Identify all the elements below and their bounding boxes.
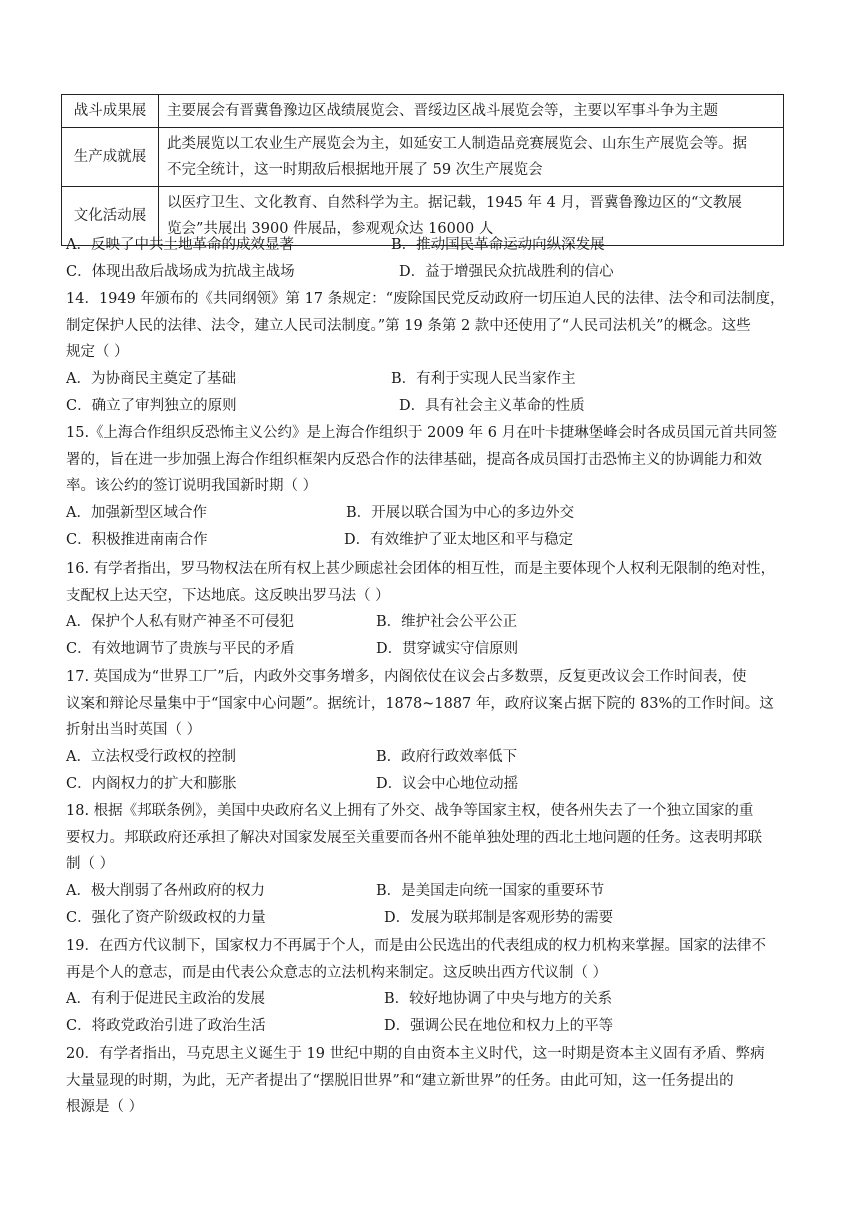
- option-c[interactable]: C．有效地调节了贵族与平民的矛盾: [66, 641, 295, 658]
- option-d[interactable]: D．具有社会主义革命的性质: [399, 397, 585, 414]
- question-stem-line: 20．有学者指出，马克思主义诞生于 19 世纪中期的自由资本主义时代，这一时期是资本主义固有矛盾、弊病: [66, 1046, 765, 1062]
- option-row: [66, 232, 796, 259]
- question-19: [66, 933, 796, 1040]
- option-row: [66, 527, 796, 554]
- option-row: [66, 259, 796, 286]
- option-d[interactable]: D．发展为联邦制是客观形势的需要: [384, 909, 614, 926]
- question-stem-line: 18. 根据《邦联条例》，美国中央政府名义上拥有了外交、战争等国家主权，使各州失去了一个独立国家的重: [66, 803, 754, 819]
- option-a[interactable]: A．保护个人私有财产神圣不可侵犯: [66, 614, 294, 631]
- question-14: [66, 286, 796, 419]
- option-c[interactable]: C．将政党政治引进了政治生活: [66, 1018, 266, 1035]
- option-row: [66, 366, 796, 393]
- option-b[interactable]: B．维护社会公平公正: [376, 614, 518, 631]
- option-a[interactable]: A．反映了中共土地革命的成效显著: [66, 237, 294, 253]
- option-b[interactable]: B．推动国民革命运动向纵深发展: [391, 237, 605, 253]
- option-b[interactable]: B．开展以联合国为中心的多边外交: [346, 505, 575, 522]
- option-a[interactable]: A．极大削弱了各州政府的权力: [66, 883, 265, 900]
- question-stem-line: 根源是（ ）: [66, 1099, 144, 1116]
- table-description-line: 览会”共展出 3900 件展品，参观观众达 16000 人: [167, 221, 494, 237]
- option-b[interactable]: B．有利于实现人民当家作主: [391, 371, 576, 388]
- option-b[interactable]: B．是美国走向统一国家的重要环节: [376, 883, 605, 900]
- option-c[interactable]: C．内阁权力的扩大和膨胀: [66, 775, 237, 792]
- question-stem-line: 率。该公约的签订说明我国新时期（ ）: [66, 478, 318, 495]
- question-16: [66, 556, 796, 663]
- question-stem-line: 16. 有学者指出，罗马物权法在所有权上甚少顾虑社会团体的相互性，而是主要体现个人权利无限制的绝对性，: [66, 561, 776, 577]
- table-description-line: 此类展览以工农业生产展览会为主，如延安工人制造品竞赛展览会、山东生产展览会等。据: [167, 136, 747, 152]
- option-a[interactable]: A．加强新型区域合作: [66, 505, 207, 522]
- option-a[interactable]: A．有利于促进民主政治的发展: [66, 991, 265, 1008]
- option-c[interactable]: C．体现出敌后战场成为抗战主战场: [66, 263, 295, 280]
- option-d[interactable]: D．议会中心地位动摇: [376, 775, 519, 792]
- option-b[interactable]: B．较好地协调了中央与地方的关系: [384, 991, 613, 1008]
- question-20: [66, 1041, 796, 1121]
- table-category-cell: 战斗成果展: [62, 95, 159, 128]
- table-row: [62, 95, 784, 128]
- option-row: [66, 878, 796, 905]
- question-stem-line: 规定（ ）: [66, 344, 129, 361]
- option-b[interactable]: B．政府行政效率低下: [376, 749, 518, 766]
- option-c[interactable]: C．强化了资产阶级政权的力量: [66, 909, 266, 926]
- question-stem-line: 制定保护人民的法律、法令，建立人民司法制度。”第 19 条第 2 款中还使用了“人民司法机关”的概念。这些: [66, 317, 751, 334]
- table-description-line: 不完全统计，这一时期敌后根据地开展了 59 次生产展览会: [167, 162, 543, 178]
- option-d[interactable]: D．强调公民在地位和权力上的平等: [384, 1018, 614, 1035]
- table-row: [62, 128, 784, 187]
- option-row: [66, 609, 796, 636]
- table-category-cell: 生产成就展: [62, 128, 159, 187]
- question-stem-line: 15.《上海合作组织反恐怖主义公约》是上海合作组织于 2009 年 6 月在叶卡捷琳堡峰会时各成员国元首共同签: [66, 425, 778, 441]
- option-d[interactable]: D．贯穿诚实守信原则: [376, 641, 519, 658]
- option-d[interactable]: D．有效维护了亚太地区和平与稳定: [344, 531, 574, 548]
- question-stem-line: 折射出当时英国（ ）: [66, 722, 202, 739]
- question-stem-line: 大量显现的时期，为此，无产者提出了“摆脱旧世界”和“建立新世界”的任务。由此可知，这一任务提出的: [66, 1072, 734, 1089]
- question-stem-line: 14．1949 年颁布的《共同纲领》第 17 条规定：“废除国民党反动政府一切压迫人民的法律、法令和司法制度，: [66, 291, 785, 307]
- option-c[interactable]: C．积极推进南南合作: [66, 531, 208, 548]
- option-d[interactable]: D．益于增强民众抗战胜利的信心: [399, 263, 614, 280]
- option-row: [66, 771, 796, 798]
- option-row: [66, 636, 796, 663]
- table-description-cell: [159, 95, 784, 128]
- table-description-cell: [159, 128, 784, 187]
- question-15: [66, 420, 796, 553]
- question-stem-line: 制（ ）: [66, 856, 115, 873]
- question-stem-line: 19．在西方代议制下，国家权力不再属于个人，而是由公民选出的代表组成的权力机构来掌握。国家的法律不: [66, 938, 766, 954]
- option-row: [66, 905, 796, 932]
- option-row: [66, 744, 796, 771]
- question-stem-line: 再是个人的意志，而是由代表公众意志的立法机构来制定。这反映出西方代议制（ ）: [66, 964, 608, 981]
- table-description-line: 以医疗卫生、文化教育、自然科学为主。据记载，1945 年 4 月，晋冀鲁豫边区的“文教展: [167, 195, 742, 211]
- option-row: [66, 500, 796, 527]
- question-stem-line: 17. 英国成为“世界工厂”后，内政外交事务增多，内阁依仗在议会占多数票，反复更改议会工作时间表，使: [66, 669, 747, 685]
- option-c[interactable]: C．确立了审判独立的原则: [66, 397, 237, 414]
- table-description-line: 主要展会有晋冀鲁豫边区战绩展览会、晋绥边区战斗展览会等，主要以军事斗争为主题: [167, 103, 718, 119]
- option-row: [66, 986, 796, 1013]
- option-a[interactable]: A．立法权受行政权的控制: [66, 749, 236, 766]
- option-row: [66, 393, 796, 420]
- exhibition-table: [61, 94, 784, 246]
- question-stem-line: 署的，旨在进一步加强上海合作组织框架内反恐合作的法律基础，提高各成员国打击恐怖主义的协调能力和效: [66, 451, 762, 468]
- question-stem-line: 议案和辩论尽量集中于“国家中心问题”。据统计，1878~1887 年，政府议案占据下院的 83%的工作时间。这: [66, 695, 774, 712]
- option-a[interactable]: A．为协商民主奠定了基础: [66, 371, 236, 388]
- question-18: [66, 798, 796, 931]
- table-category-cell: 文化活动展: [62, 187, 159, 246]
- question-stem-line: 支配权上达天空，下达地底。这反映出罗马法（ ）: [66, 587, 390, 604]
- question-13: [66, 232, 796, 285]
- option-row: [66, 1013, 796, 1040]
- question-stem-line: 要权力。邦联政府还承担了解决对国家发展至关重要而各州不能单独处理的西北土地问题的任务。这表明邦联: [66, 829, 762, 846]
- question-17: [66, 664, 796, 797]
